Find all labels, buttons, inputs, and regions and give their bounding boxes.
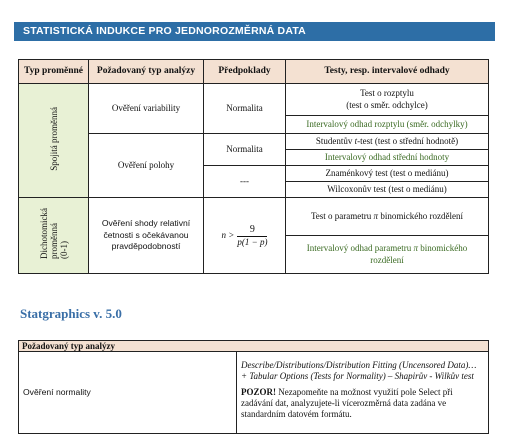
variability-analysis-cell: Ověření variability [89, 84, 204, 134]
wilcoxon-test-cell: Wilcoxonův test (test o mediánu) [286, 182, 489, 198]
header-tests: Testy, resp. intervalové odhady [286, 60, 489, 84]
proportion-analysis-cell: Ověření shody relativní četnosti s očekávanou pravděpodobností [89, 198, 204, 274]
header-variable-type: Typ proměnné [19, 60, 89, 84]
normality-desc-cell [237, 352, 489, 434]
warning-bold: POZOR! [241, 387, 276, 397]
statgraphics-header-row [19, 341, 489, 352]
variance-test-line2: (test o směr. odchylce) [346, 99, 428, 110]
sign-test-cell: Znaménkový test (test o mediánu) [286, 166, 489, 182]
formula-left: n > [221, 229, 235, 240]
dichotomous-variable-cell [19, 198, 89, 274]
student-prefix: Studentův [315, 135, 355, 146]
location-normality-cell: Normalita [204, 134, 286, 166]
table-row [19, 198, 489, 236]
table-row [19, 352, 489, 434]
variance-test-cell [286, 84, 489, 116]
binomial-interval-cell [286, 236, 489, 274]
warning-text-block [241, 387, 484, 420]
table-header-row [19, 60, 489, 84]
dichotomous-label-line1: Dichotomická [38, 208, 49, 260]
variance-interval-cell: Intervalový odhad rozptylu (směr. odchylky) [286, 116, 489, 134]
binomial-interval-suffix: binomického rozdělení [370, 243, 468, 265]
continuous-variable-label: Spojitá proměnná [48, 106, 59, 171]
header-analysis-type: Požadovaný typ analýzy [89, 60, 204, 84]
variance-test-line1: Test o rozptylu [360, 88, 414, 98]
inference-table [18, 59, 489, 274]
no-assumption-cell: --- [204, 166, 286, 198]
formula-fraction [237, 224, 267, 248]
statgraphics-heading: Statgraphics v. 5.0 [20, 306, 122, 321]
table-row [19, 134, 489, 150]
statgraphics-header: Požadovaný typ analýzy [19, 341, 489, 352]
header-assumptions: Předpoklady [204, 60, 286, 84]
section-banner: STATISTICKÁ INDUKCE PRO JEDNOROZMĚRNÁ DATA [14, 22, 495, 41]
location-analysis-cell: Ověření polohy [89, 134, 204, 198]
continuous-variable-cell [19, 84, 89, 198]
table-row [19, 84, 489, 116]
dichotomous-label-line3: (0-1) [58, 241, 69, 260]
menu-path-text: Describe/Distributions/Distribution Fitting (Uncensored Data)… + Tabular Options (Tests for Normality) – Shapirův - Wilkův test [241, 360, 477, 381]
binomial-test-suffix: binomického rozdělení [378, 210, 464, 221]
binomial-test-prefix: Test o parametru [310, 210, 374, 221]
formula-denominator: p(1 − p) [237, 236, 268, 247]
warning-text: Nezapomeňte na možnost využití pole Select při zadávání dat, analyzujete-li vícerozměrná data zadána ve standardním datovém formátu. [241, 387, 453, 419]
statgraphics-table [18, 340, 489, 434]
normality-label-cell: Ověření normality [19, 352, 237, 434]
mean-interval-cell: Intervalový odhad střední hodnoty [286, 150, 489, 166]
binomial-test-cell [286, 198, 489, 236]
binomial-interval-pi: π [413, 243, 418, 253]
dichotomous-label-line2: proměnná [48, 223, 59, 260]
variability-assumption-cell: Normalita [204, 84, 286, 134]
binomial-interval-prefix: Intervalový odhad parametru [306, 243, 414, 253]
binomial-test-pi: π [373, 210, 379, 221]
student-test-cell [286, 134, 489, 150]
formula-cell [204, 198, 286, 274]
student-suffix: -test (test o střední hodnotě) [357, 135, 459, 146]
formula-numerator: 9 [237, 224, 267, 237]
student-t: t [354, 135, 358, 146]
